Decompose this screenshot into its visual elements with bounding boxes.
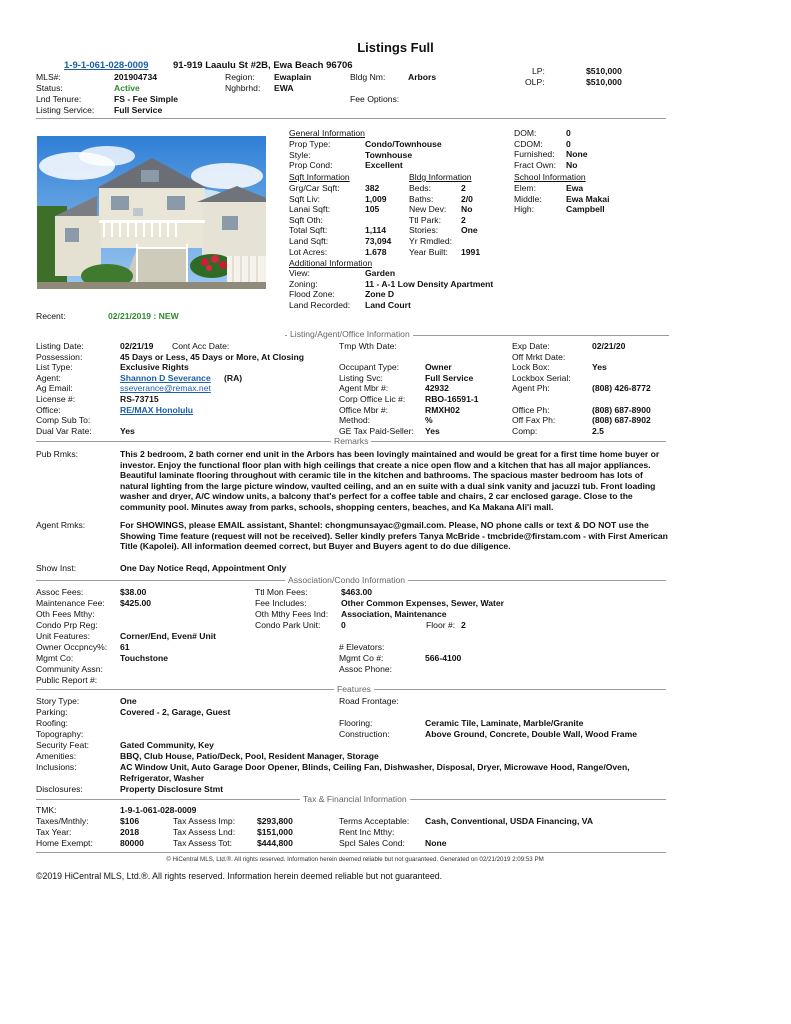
- status-label: Status:: [36, 83, 63, 93]
- flood-zone-value: Zone D: [365, 289, 395, 300]
- home-exempt-label: Home Exempt:: [36, 838, 93, 848]
- agent-ph-label: Agent Ph:: [512, 383, 550, 394]
- school-info-heading: School Information: [514, 172, 586, 182]
- exp-date-value: 02/21/20: [592, 341, 626, 351]
- ag-email-label: Ag Email:: [36, 383, 73, 394]
- nghbrhd-label: Nghbrhd:: [225, 83, 261, 93]
- middle-label: Middle:: [514, 193, 542, 204]
- tax-tot-label: Tax Assess Tot:: [173, 838, 233, 848]
- lock-box-label: Lock Box:: [512, 362, 550, 373]
- ttl-park-value: 2: [461, 214, 466, 225]
- home-exempt-value: 80000: [120, 838, 144, 848]
- additional-info-table: [289, 268, 549, 310]
- sqft-info-heading: Sqft Information: [289, 172, 350, 182]
- maint-fee-label: Maintenance Fee:: [36, 598, 105, 608]
- dom-value: 0: [566, 128, 571, 138]
- stories-value: One: [461, 225, 478, 236]
- exp-date-label: Exp Date:: [512, 341, 550, 351]
- topography-label: Topography:: [36, 729, 84, 739]
- parking-label: Parking:: [36, 707, 68, 717]
- unit-features-label: Unit Features:: [36, 631, 90, 641]
- grg-sqft-label: Grg/Car Sqft:: [289, 183, 340, 193]
- lock-box-value: Yes: [592, 362, 607, 373]
- inclusions-label: Inclusions:: [36, 762, 77, 772]
- dual-var-value: Yes: [120, 425, 135, 436]
- floor-label: Floor #:: [426, 620, 456, 630]
- mgmt-co-label: Mgmt Co:: [36, 653, 74, 663]
- method-value: %: [425, 415, 433, 426]
- comp-label: Comp:: [512, 425, 538, 436]
- agent-mbr-label: Agent Mbr #:: [339, 383, 389, 394]
- terms-label: Terms Acceptable:: [339, 816, 410, 826]
- road-frontage-label: Road Frontage:: [339, 696, 399, 706]
- occupant-type-label: Occupant Type:: [339, 362, 400, 373]
- mgmt-ph-label: Mgmt Co #:: [339, 653, 384, 663]
- copyright-footer: ©2019 HiCentral MLS, Ltd.®. All rights reserved. Information herein deemed reliable but not guaranteed.: [36, 871, 443, 881]
- lockbox-serial-label: Lockbox Serial:: [512, 372, 571, 383]
- header-divider: [36, 118, 666, 119]
- rent-inc-label: Rent Inc Mthy:: [339, 827, 395, 837]
- olp-label: OLP:: [525, 77, 545, 87]
- oth-mthy-value: Association, Maintenance: [341, 609, 447, 619]
- lot-acres-label: Lot Acres:: [289, 246, 328, 257]
- fee-options-label: Fee Options:: [350, 94, 400, 104]
- zoning-value: 11 - A-1 Low Density Apartment: [365, 278, 494, 289]
- middle-value: Ewa Makai: [566, 193, 610, 204]
- lanai-sqft-value: 105: [365, 204, 380, 215]
- listing-date-label: Listing Date:: [36, 341, 84, 351]
- comp-value: 2.5: [592, 425, 604, 436]
- possession-label: Possession:: [36, 351, 83, 362]
- agent-rmks-label: Agent Rmks:: [36, 520, 86, 530]
- listing-section-title: Listing/Agent/Office Information: [287, 329, 413, 339]
- spcl-sales-value: None: [425, 838, 447, 848]
- office-mbr-label: Office Mbr #:: [339, 404, 389, 415]
- land-recorded-value: Land Court: [365, 299, 411, 310]
- ge-tax-label: GE Tax Paid-Seller:: [339, 425, 414, 436]
- ttl-mon-label: Ttl Mon Fees:: [255, 587, 308, 597]
- cdom-value: 0: [566, 138, 571, 149]
- lp-value: $510,000: [586, 66, 622, 76]
- condo-prp-label: Condo Prp Reg:: [36, 620, 98, 630]
- assoc-section-title: Association/Condo Information: [285, 575, 408, 585]
- grg-sqft-value: 382: [365, 183, 380, 193]
- region-label: Region:: [225, 72, 255, 82]
- sqft-oth-label: Sqft Oth:: [289, 214, 323, 225]
- tax-tot-value: $444,800: [257, 838, 293, 848]
- off-fax-label: Off Fax Ph:: [512, 415, 556, 426]
- security-label: Security Feat:: [36, 740, 90, 750]
- assoc-fees-value: $38.00: [120, 587, 147, 597]
- sqft-liv-label: Sqft Liv:: [289, 193, 321, 204]
- disclosures-value: Property Disclosure Stmt: [120, 784, 224, 794]
- tmk-label: TMK:: [36, 805, 57, 815]
- listing-col3: [512, 341, 672, 436]
- off-fax-value: (808) 687-8902: [592, 415, 651, 426]
- high-value: Campbell: [566, 204, 605, 215]
- agent-label: Agent:: [36, 372, 61, 383]
- region-value: Ewaplain: [274, 72, 312, 82]
- listing-date-value: 02/21/19: [120, 341, 154, 351]
- features-section-title: Features: [334, 684, 374, 694]
- new-dev-value: No: [461, 204, 473, 215]
- taxes-label: Taxes/Mnthly:: [36, 816, 89, 826]
- floor-value: 2: [461, 620, 466, 630]
- agent-rmks-text: For SHOWINGS, please EMAIL assistant, Shantel: chongmunsayac@gmail.com. Please, NO phone calls or text & DO NOT use the Showing Time feature (request will not be received). Seller kindly prefers Tanya McBride - tmcbride@firstam.com - with First American Title (Kapolei). All information deemed correct, but Buyer and Buyers agent to do due diligence.: [120, 520, 668, 551]
- style-label: Style:: [289, 149, 311, 160]
- flood-zone-label: Flood Zone:: [289, 289, 335, 300]
- beds-label: Beds:: [409, 183, 431, 193]
- list-type-value: Exclusive Rights: [120, 362, 189, 373]
- land-sqft-label: Land Sqft:: [289, 235, 329, 246]
- baths-label: Baths:: [409, 193, 434, 204]
- office-ph-value: (808) 687-8900: [592, 404, 651, 415]
- corp-lic-label: Corp Office Lic #:: [339, 393, 406, 404]
- dom-table: [514, 128, 634, 170]
- oth-mthy-label: Oth Mthy Fees Ind:: [255, 609, 329, 619]
- tmk-value: 1-9-1-061-028-0009: [120, 805, 197, 815]
- oth-fees-label: Oth Fees Mthy:: [36, 609, 95, 619]
- pub-rmks-text: This 2 bedroom, 2 bath corner end unit in the Arbors has been lovingly maintained and would be great for a first time home buyer or investor. Enjoy the functional floor plan with high ceilings that create a nice open flow and a kitchen that has all major appliances. Beautiful laminate flooring throughout with ceramic tile in the kitchen and bathrooms. The spacious master bedroom has lots of natural lighting from the large picture window, vaulted ceiling, and an en suite with a dual sink vanity and jacuzzi tub. Front loading washer and dryer, A/C window units, a balcony that's perfect for a coffee table and chairs, 2 car enclosed garage. Close to the community pool. Minutes away from parks, schools, shopping centers, beaches, and Ka Makana Ali'i mall.: [120, 449, 660, 512]
- agent-ph-value: (808) 426-8772: [592, 383, 651, 394]
- bldg-info-table: [409, 183, 509, 257]
- method-label: Method:: [339, 415, 371, 426]
- corp-lic-value: RBO-16591-1: [425, 393, 479, 404]
- elem-label: Elem:: [514, 183, 536, 193]
- story-type-label: Story Type:: [36, 696, 80, 706]
- ge-tax-value: Yes: [425, 425, 440, 436]
- owner-occ-label: Owner Occpncy%:: [36, 642, 108, 652]
- view-value: Garden: [365, 268, 396, 278]
- construction-label: Construction:: [339, 729, 390, 739]
- furnished-label: Furnished:: [514, 149, 555, 160]
- tenure-value: FS - Fee Simple: [114, 94, 178, 104]
- additional-info-heading: Additional Information: [289, 258, 373, 268]
- tax-year-value: 2018: [120, 827, 140, 837]
- zoning-label: Zoning:: [289, 278, 318, 289]
- baths-value: 2/0: [461, 193, 473, 204]
- condo-park-label: Condo Park Unit:: [255, 620, 321, 630]
- fract-own-label: Fract Own:: [514, 159, 557, 170]
- fract-own-value: No: [566, 159, 578, 170]
- terms-value: Cash, Conventional, USDA Financing, VA: [425, 816, 594, 826]
- agent-mbr-value: 42932: [425, 383, 449, 394]
- condo-park-value: 0: [341, 620, 346, 630]
- community-assn-label: Community Assn:: [36, 664, 103, 674]
- ttl-mon-value: $463.00: [341, 587, 373, 597]
- construction-value: Above Ground, Concrete, Double Wall, Wood Frame: [425, 729, 637, 739]
- security-value: Gated Community, Key: [120, 740, 214, 750]
- lot-acres-value: 1.678: [365, 246, 387, 257]
- tax-imp-label: Tax Assess Imp:: [173, 816, 236, 826]
- cdom-label: CDOM:: [514, 138, 543, 149]
- dom-label: DOM:: [514, 128, 537, 138]
- maint-fee-value: $425.00: [120, 598, 152, 608]
- public-report-label: Public Report #:: [36, 675, 98, 685]
- view-label: View:: [289, 268, 310, 278]
- elem-value: Ewa: [566, 183, 584, 193]
- list-type-label: List Type:: [36, 362, 73, 373]
- flooring-label: Flooring:: [339, 718, 373, 728]
- tmk-link[interactable]: 1-9-1-061-028-0009: [64, 60, 149, 71]
- sqft-info-table: [289, 183, 404, 257]
- sqft-liv-value: 1,009: [365, 193, 387, 204]
- pub-rmks-label: Pub Rmks:: [36, 449, 79, 459]
- total-sqft-value: 1,114: [365, 225, 387, 236]
- elevators-label: # Elevators:: [339, 642, 385, 652]
- page-title: Listings Full: [357, 40, 434, 55]
- cont-acc-label: Cont Acc Date:: [172, 341, 230, 351]
- fee-includes-value: Other Common Expenses, Sewer, Water: [341, 598, 505, 608]
- license-label: License #:: [36, 393, 76, 404]
- status-value: Active: [114, 83, 140, 93]
- service-value: Full Service: [114, 105, 163, 115]
- mgmt-ph-value: 566-4100: [425, 653, 462, 663]
- mls-value: 201904734: [114, 72, 158, 82]
- taxes-value: $106: [120, 816, 140, 826]
- tenure-label: Lnd Tenure:: [36, 94, 82, 104]
- listing-col2: [339, 341, 509, 436]
- property-photo-image: [37, 136, 266, 289]
- new-dev-label: New Dev:: [409, 204, 447, 215]
- school-info-table: [514, 183, 644, 215]
- agent-designation: (RA): [224, 372, 243, 383]
- land-recorded-label: Land Recorded:: [289, 299, 351, 310]
- furnished-value: None: [566, 149, 588, 160]
- dual-var-label: Dual Var Rate:: [36, 425, 92, 436]
- listing-col1: [36, 341, 336, 436]
- occupant-type-value: Owner: [425, 362, 452, 373]
- mls-label: MLS#:: [36, 72, 61, 82]
- comp-sub-label: Comp Sub To:: [36, 415, 91, 426]
- tax-lnd-value: $151,000: [257, 827, 293, 837]
- flooring-value: Ceramic Tile, Laminate, Marble/Granite: [425, 718, 584, 728]
- general-info-table: [289, 139, 509, 171]
- agent-email-link[interactable]: sseverance@remax.net: [120, 383, 211, 394]
- listing-svc-value: Full Service: [425, 372, 474, 383]
- remarks-section-title: Remarks: [331, 436, 371, 446]
- lanai-sqft-label: Lanai Sqft:: [289, 204, 331, 215]
- disclosures-label: Disclosures:: [36, 784, 83, 794]
- prop-cond-value: Excellent: [365, 160, 403, 171]
- owner-occ-value: 61: [120, 642, 130, 652]
- property-photo: [37, 136, 266, 289]
- amenities-label: Amenities:: [36, 751, 77, 761]
- bldg-value: Arbors: [408, 72, 437, 82]
- assoc-fees-label: Assoc Fees:: [36, 587, 84, 597]
- prop-type-value: Condo/Townhouse: [365, 139, 442, 149]
- general-info-heading: General Information: [289, 128, 365, 138]
- show-inst-label: Show Inst:: [36, 563, 77, 573]
- inclusions-value: AC Window Unit, Auto Garage Door Opener, Blinds, Ceiling Fan, Dishwasher, Disposal, Dryer, Microwave Hood, Range/Oven, Refrigerator, Washer: [120, 762, 630, 783]
- stories-label: Stories:: [409, 225, 439, 236]
- prop-cond-label: Prop Cond:: [289, 160, 333, 171]
- assoc-phone-label: Assoc Phone:: [339, 664, 393, 674]
- office-label: Office:: [36, 404, 61, 415]
- show-inst-value: One Day Notice Reqd, Appointment Only: [120, 563, 287, 573]
- tax-section-title: Tax & Financial Information: [300, 794, 410, 804]
- story-type-value: One: [120, 696, 137, 706]
- year-built-label: Year Built:: [409, 246, 448, 257]
- fee-includes-label: Fee Includes:: [255, 598, 307, 608]
- recent-label: Recent:: [36, 311, 66, 321]
- parking-value: Covered - 2, Garage, Guest: [120, 707, 231, 717]
- mgmt-co-value: Touchstone: [120, 653, 169, 663]
- bldg-info-heading: Bldg Information: [409, 172, 472, 182]
- spcl-sales-label: Spcl Sales Cond:: [339, 838, 405, 848]
- service-label: Listing Service:: [36, 105, 95, 115]
- total-sqft-label: Total Sqft:: [289, 225, 328, 236]
- style-value: Townhouse: [365, 149, 413, 160]
- listing-svc-label: Listing Svc:: [339, 372, 383, 383]
- prop-type-label: Prop Type:: [289, 139, 331, 149]
- yr-rmdled-label: Yr Rmdled:: [409, 235, 452, 246]
- beds-value: 2: [461, 183, 466, 193]
- agent-link[interactable]: Shannon D Severance: [120, 372, 211, 383]
- footer-divider: [36, 852, 666, 853]
- ttl-park-label: Ttl Park:: [409, 214, 441, 225]
- tax-imp-value: $293,800: [257, 816, 293, 826]
- license-value: RS-73715: [120, 393, 159, 404]
- land-sqft-value: 73,094: [365, 235, 392, 246]
- nghbrhd-value: EWA: [274, 83, 294, 93]
- off-mrkt-label: Off Mrkt Date:: [512, 351, 566, 362]
- unit-features-value: Corner/End, Even# Unit: [120, 631, 216, 641]
- tax-lnd-label: Tax Assess Lnd:: [173, 827, 236, 837]
- office-link[interactable]: RE/MAX Honolulu: [120, 404, 194, 415]
- office-ph-label: Office Ph:: [512, 404, 550, 415]
- office-mbr-value: RMXH02: [425, 404, 460, 415]
- tmp-wth-label: Tmp Wth Date:: [339, 341, 397, 351]
- tax-year-label: Tax Year:: [36, 827, 72, 837]
- bldg-label: Bldg Nm:: [350, 72, 386, 82]
- listing-address: 91-919 Laaulu St #2B, Ewa Beach 96706: [173, 60, 353, 71]
- recent-value: 02/21/2019 : NEW: [108, 311, 179, 321]
- olp-value: $510,000: [586, 77, 622, 87]
- generated-note: © HiCentral MLS, Ltd.®. All rights reserved. Information herein deemed reliable but not guaranteed. Generated on 02/21/2019 2:09:53 PM: [166, 856, 544, 863]
- high-label: High:: [514, 204, 535, 215]
- roofing-label: Roofing:: [36, 718, 69, 728]
- year-built-value: 1991: [461, 246, 481, 257]
- amenities-value: BBQ, Club House, Patio/Deck, Pool, Resident Manager, Storage: [120, 751, 379, 761]
- possession-value: 45 Days or Less, 45 Days or More, At Closing: [120, 351, 305, 362]
- lp-label: LP:: [532, 66, 545, 76]
